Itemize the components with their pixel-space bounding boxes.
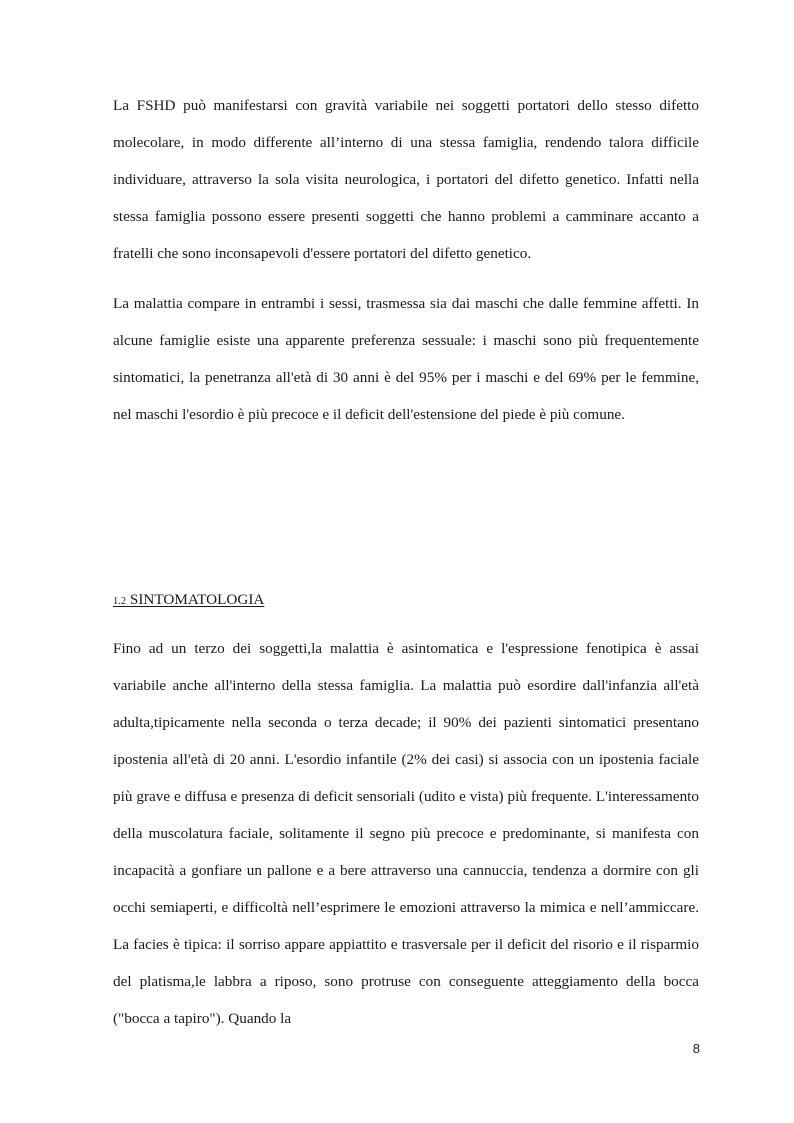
body-paragraph-symptoms: Fino ad un terzo dei soggetti,la malattia è asintomatica e l'espressione fenotipica è assai variabile anche all'interno della stessa famiglia. La malattia può esordire dall'infanzia all'età adulta,tipicamente nella seconda o terza decade; il 90% dei pazienti sintomatici presentano ipostenia all'età di 20 anni. L'esordio infantile (2% dei casi) si associa con un ipostenia faciale più grave e diffusa e presenza di deficit sensoriali (udito e vista) più frequente. L'interessamento della muscolatura faciale, solitamente il segno più precoce e predominante, si manifesta con incapacità a gonfiare un pallone e a bere attraverso una cannuccia, tendenza a dormire con gli occhi semiaperti, e difficoltà nell’esprimere le emozioni attraverso la mimica e nell’ammiccare. La facies è tipica: il sorriso appare appiattito e trasversale per il deficit del risorio e il risparmio del platisma,le labbra a riposo, sono protruse con conseguente atteggiamento della bocca ("bocca a tapiro"). Quando la <box>113 640 699 1027</box>
section-title: SINTOMATOLOGIA <box>129 591 265 608</box>
body-paragraph-sex-distribution: La malattia compare in entrambi i sessi, trasmessa sia dai maschi che dalle femmine affetti. In alcune famiglie esiste una apparente preferenza sessuale: i maschi sono più frequentemente sintomatici, la penetranza all'età di 30 anni è del 95% per i maschi e del 69% per le femmine, nel maschi l'esordio è più precoce e il deficit dell'estensione del piede è più comune. <box>113 295 699 423</box>
body-paragraph-fshd-variability: La FSHD può manifestarsi con gravità variabile nei soggetti portatori dello stesso difetto molecolare, in modo differente all’interno di una stessa famiglia, rendendo talora difficile individuare, attraverso la sola visita neurologica, i portatori del difetto genetico. Infatti nella stessa famiglia possono essere presenti soggetti che hanno problemi a camminare accanto a fratelli che sono inconsapevoli d'essere portatori del difetto genetico. <box>113 97 699 262</box>
section-number: 1.2 <box>113 596 127 607</box>
section-heading <box>113 589 264 613</box>
page-number: 8 <box>692 1041 700 1056</box>
